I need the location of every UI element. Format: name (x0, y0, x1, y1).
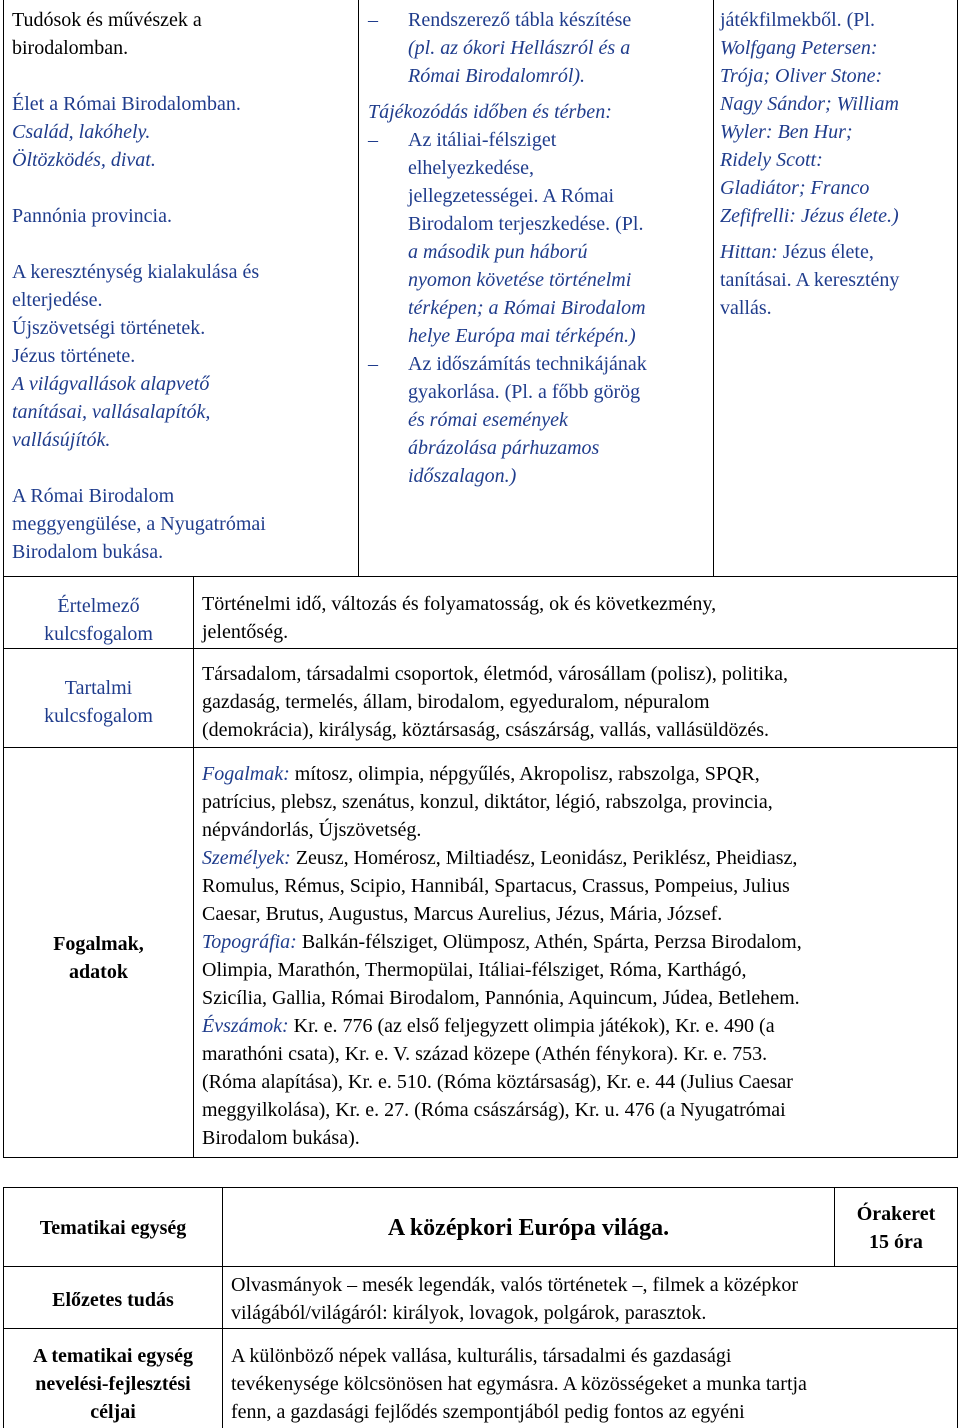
text-line: mítosz, olimpia, népgyűlés, Akropolisz, rabszolga, SPQR, (294, 763, 760, 785)
text-line: – Az időszámítás technikájának (408, 353, 647, 375)
elozetes-tudas-text (223, 1271, 957, 1327)
label-line: kulcsfogalom (44, 705, 153, 727)
spacer (12, 454, 350, 482)
section-heading: Tájékozódás időben és térben: (368, 101, 612, 123)
fogalmak-line (202, 760, 949, 788)
text-line: Wolfgang Petersen: (720, 37, 878, 59)
text-line: Család, lakóhely. (12, 121, 151, 143)
table2-row1-bottom (3, 648, 958, 649)
label-line: céljai (90, 1401, 136, 1423)
ertelmezo-kulcsfogalom-text (194, 590, 957, 646)
text-line: Jézus története. (12, 345, 136, 367)
text-line: A Római Birodalom (12, 485, 175, 507)
text-line: A világvallások alapvető (12, 373, 210, 395)
hittan-line (720, 238, 949, 266)
table2-row2-bottom (3, 747, 958, 748)
text-line: tevékenysége kölcsönösen hat egymásra. A közösségeket a munka tartja (231, 1373, 807, 1395)
text-line: Birodalom bukása). (202, 1127, 360, 1149)
topografia-line (202, 928, 949, 956)
text-line: patrícius, plebsz, szenátus, konzul, diktátor, légió, rabszolga, provincia, (202, 791, 773, 813)
spacer (12, 174, 350, 202)
evszamok-label: Évszámok: (202, 1015, 289, 1037)
text-line: Élet a Római Birodalomban. (12, 93, 241, 115)
fogalmak-label: Fogalmak: (202, 763, 290, 785)
text-line: Wyler: Ben Hur; (720, 121, 853, 143)
evszamok-line (202, 1012, 949, 1040)
text-line: vallásújítók. (12, 429, 111, 451)
text-line: népvándorlás, Újszövetség. (202, 819, 422, 841)
text-line: időszalagon.) (408, 465, 517, 487)
text-line: Zefifrelli: Jézus élete.) (720, 205, 899, 227)
text-line: játékfilmekből. (Pl. (720, 9, 875, 31)
text-line: birodalomban. (12, 37, 129, 59)
orakeret-cell (835, 1200, 957, 1256)
text-line: Kr. e. 776 (az első feljegyzett olimpia játékok), Kr. e. 490 (a (293, 1015, 775, 1037)
text-line: Nagy Sándor; William (720, 93, 899, 115)
text-line: gazdaság, termelés, állam, birodalom, egyeduralom, népuralom (202, 691, 710, 713)
elozetes-tudas-label: Előzetes tudás (52, 1289, 174, 1311)
text-line: Caesar, Brutus, Augustus, Marcus Aurelius, Jézus, Mária, József. (202, 903, 723, 925)
table3-top-border (3, 1187, 958, 1188)
table1-bottom-border (3, 576, 958, 577)
text-line: meggyilkolása), Kr. e. 27. (Róma császárság), Kr. u. 476 (a Nyugatrómai (202, 1099, 786, 1121)
spacer (12, 62, 350, 90)
text-line: és római események (408, 409, 568, 431)
text-line: meggyengülése, a Nyugatrómai (12, 513, 266, 535)
text-line: elhelyezkedése, (408, 157, 535, 179)
text-line: Romulus, Rémus, Scipio, Hannibál, Spartacus, Crassus, Pompeius, Julius (202, 875, 790, 897)
text-line: a második pun háború (408, 241, 588, 263)
text-line: Birodalom terjeszkedése. (Pl. (408, 213, 644, 235)
text-line: Balkán-félsziget, Olümposz, Athén, Spárta, Perzsa Birodalom, (301, 931, 802, 953)
text-line: – Rendszerező tábla készítése (408, 9, 632, 31)
text-line: marathóni csata), Kr. e. V. század közepe (Athén fénykora). Kr. e. 753. (202, 1043, 768, 1065)
list-item-rendszerezo (368, 6, 705, 90)
orakeret-label: Órakeret (856, 1203, 936, 1225)
text-line: gyakorlása. (Pl. a főbb görög (408, 381, 641, 403)
text-line: tanításai. A keresztény (720, 269, 900, 291)
table1-border-right (957, 0, 958, 1158)
text-line: (Róma alapítása), Kr. e. 510. (Róma köztársaság), Kr. e. 44 (Julius Caesar (202, 1071, 793, 1093)
szemelyek-label: Személyek: (202, 847, 291, 869)
text-line: A kereszténység kialakulása és (12, 261, 260, 283)
text-line: Olvasmányok – mesék legendák, valós történetek –, filmek a középkor (231, 1274, 799, 1296)
text-line: Trója; Oliver Stone: (720, 65, 883, 87)
list-item-italiai (368, 126, 705, 350)
text-line: világából/világáról: királyok, lovagok, polgárok, parasztok. (231, 1302, 707, 1324)
table2-border-left (3, 576, 4, 1158)
celok-label (4, 1342, 222, 1426)
table1-divider-1 (358, 0, 359, 576)
text-line: Tudósok és művészek a (12, 9, 202, 31)
text-line: Birodalom bukása. (12, 541, 164, 563)
text-line: Társadalom, társadalmi csoportok, életmód, városállam (polisz), politika, (202, 663, 788, 685)
text-line: nyomon követése történelmi (408, 269, 632, 291)
label-line: adatok (69, 961, 128, 983)
text-line: helye Európa mai térképén.) (408, 325, 636, 347)
label-line: nevelési-fejlesztési (35, 1373, 191, 1395)
label-line: A tematikai egység (33, 1345, 193, 1367)
table2-bottom-border (3, 1157, 958, 1158)
text-line: Történelmi idő, változás és folyamatosság, ok és következmény, (202, 593, 717, 615)
label-line: Fogalmak, (53, 933, 144, 955)
text-line: elterjedése. (12, 289, 103, 311)
list-item-idoszamitas (368, 350, 705, 490)
text-line: Újszövetségi történetek. (12, 317, 206, 339)
spacer (12, 230, 350, 258)
text-line: vallás. (720, 297, 772, 319)
text-line: Gladiátor; Franco (720, 177, 870, 199)
text-line: (pl. az ókori Hellászról és a (408, 37, 631, 59)
label-line: Értelmező (57, 595, 140, 617)
text-line: jelentőség. (202, 621, 289, 643)
text-line: Jézus élete, (782, 241, 874, 263)
text-line: A különböző népek vallása, kulturális, társadalmi és gazdasági (231, 1345, 732, 1367)
text-line: Pannónia provincia. (12, 205, 172, 227)
text-line: Szicília, Gallia, Római Birodalom, Pannónia, Aquincum, Júdea, Betlehem. (202, 987, 800, 1009)
table1-col1 (4, 6, 358, 566)
table1-col2 (360, 6, 713, 490)
tematikai-egyseg-label: Tematikai egység (39, 1217, 187, 1239)
label-line: kulcsfogalom (44, 623, 153, 645)
table1-col3 (714, 6, 957, 322)
text-line: jellegzetességei. A Római (408, 185, 615, 207)
szemelyek-line (202, 844, 949, 872)
label-fogalmak-adatok (4, 930, 193, 986)
text-line: ábrázolása párhuzamos (408, 437, 600, 459)
label-line: Tartalmi (64, 677, 133, 699)
table3-row1-bottom (3, 1266, 958, 1267)
text-line: Ridely Scott: (720, 149, 823, 171)
text-line: tanításai, vallásalapítók, (12, 401, 211, 423)
table3-row2-bottom (3, 1328, 958, 1329)
topografia-label: Topográfia: (202, 931, 297, 953)
text-line: fenn, a gazdasági fejlődés szempontjából pedig fontos az egyéni (231, 1401, 745, 1423)
text-line: Olimpia, Marathón, Thermopülai, Itáliai-félsziget, Róma, Karthágó, (202, 959, 747, 981)
hittan-label: Hittan: (720, 241, 778, 263)
unit-title: A középkori Európa világa. (387, 1215, 670, 1241)
text-line: Öltözködés, divat. (12, 149, 156, 171)
tartalmi-kulcsfogalom-text (194, 660, 957, 744)
text-line: (demokrácia), királyság, köztársaság, császárság, vallás, vallásüldözés. (202, 719, 769, 741)
celok-text (223, 1342, 957, 1426)
text-line: térképen; a Római Birodalom (408, 297, 646, 319)
table3-border-right (957, 1187, 958, 1428)
text-line: Zeusz, Homérosz, Miltiadész, Leonidász, Periklész, Pheidiasz, (295, 847, 798, 869)
col1-lines (12, 6, 350, 566)
orakeret-value: 15 óra (869, 1231, 923, 1253)
fogalmak-adatok-text (194, 760, 957, 1152)
label-tartalmi-kulcsfogalom (4, 674, 193, 730)
text-line: – Az itáliai-félsziget (408, 129, 557, 151)
label-ertelmezo-kulcsfogalom (4, 592, 193, 648)
text-line: Római Birodalomról). (408, 65, 586, 87)
